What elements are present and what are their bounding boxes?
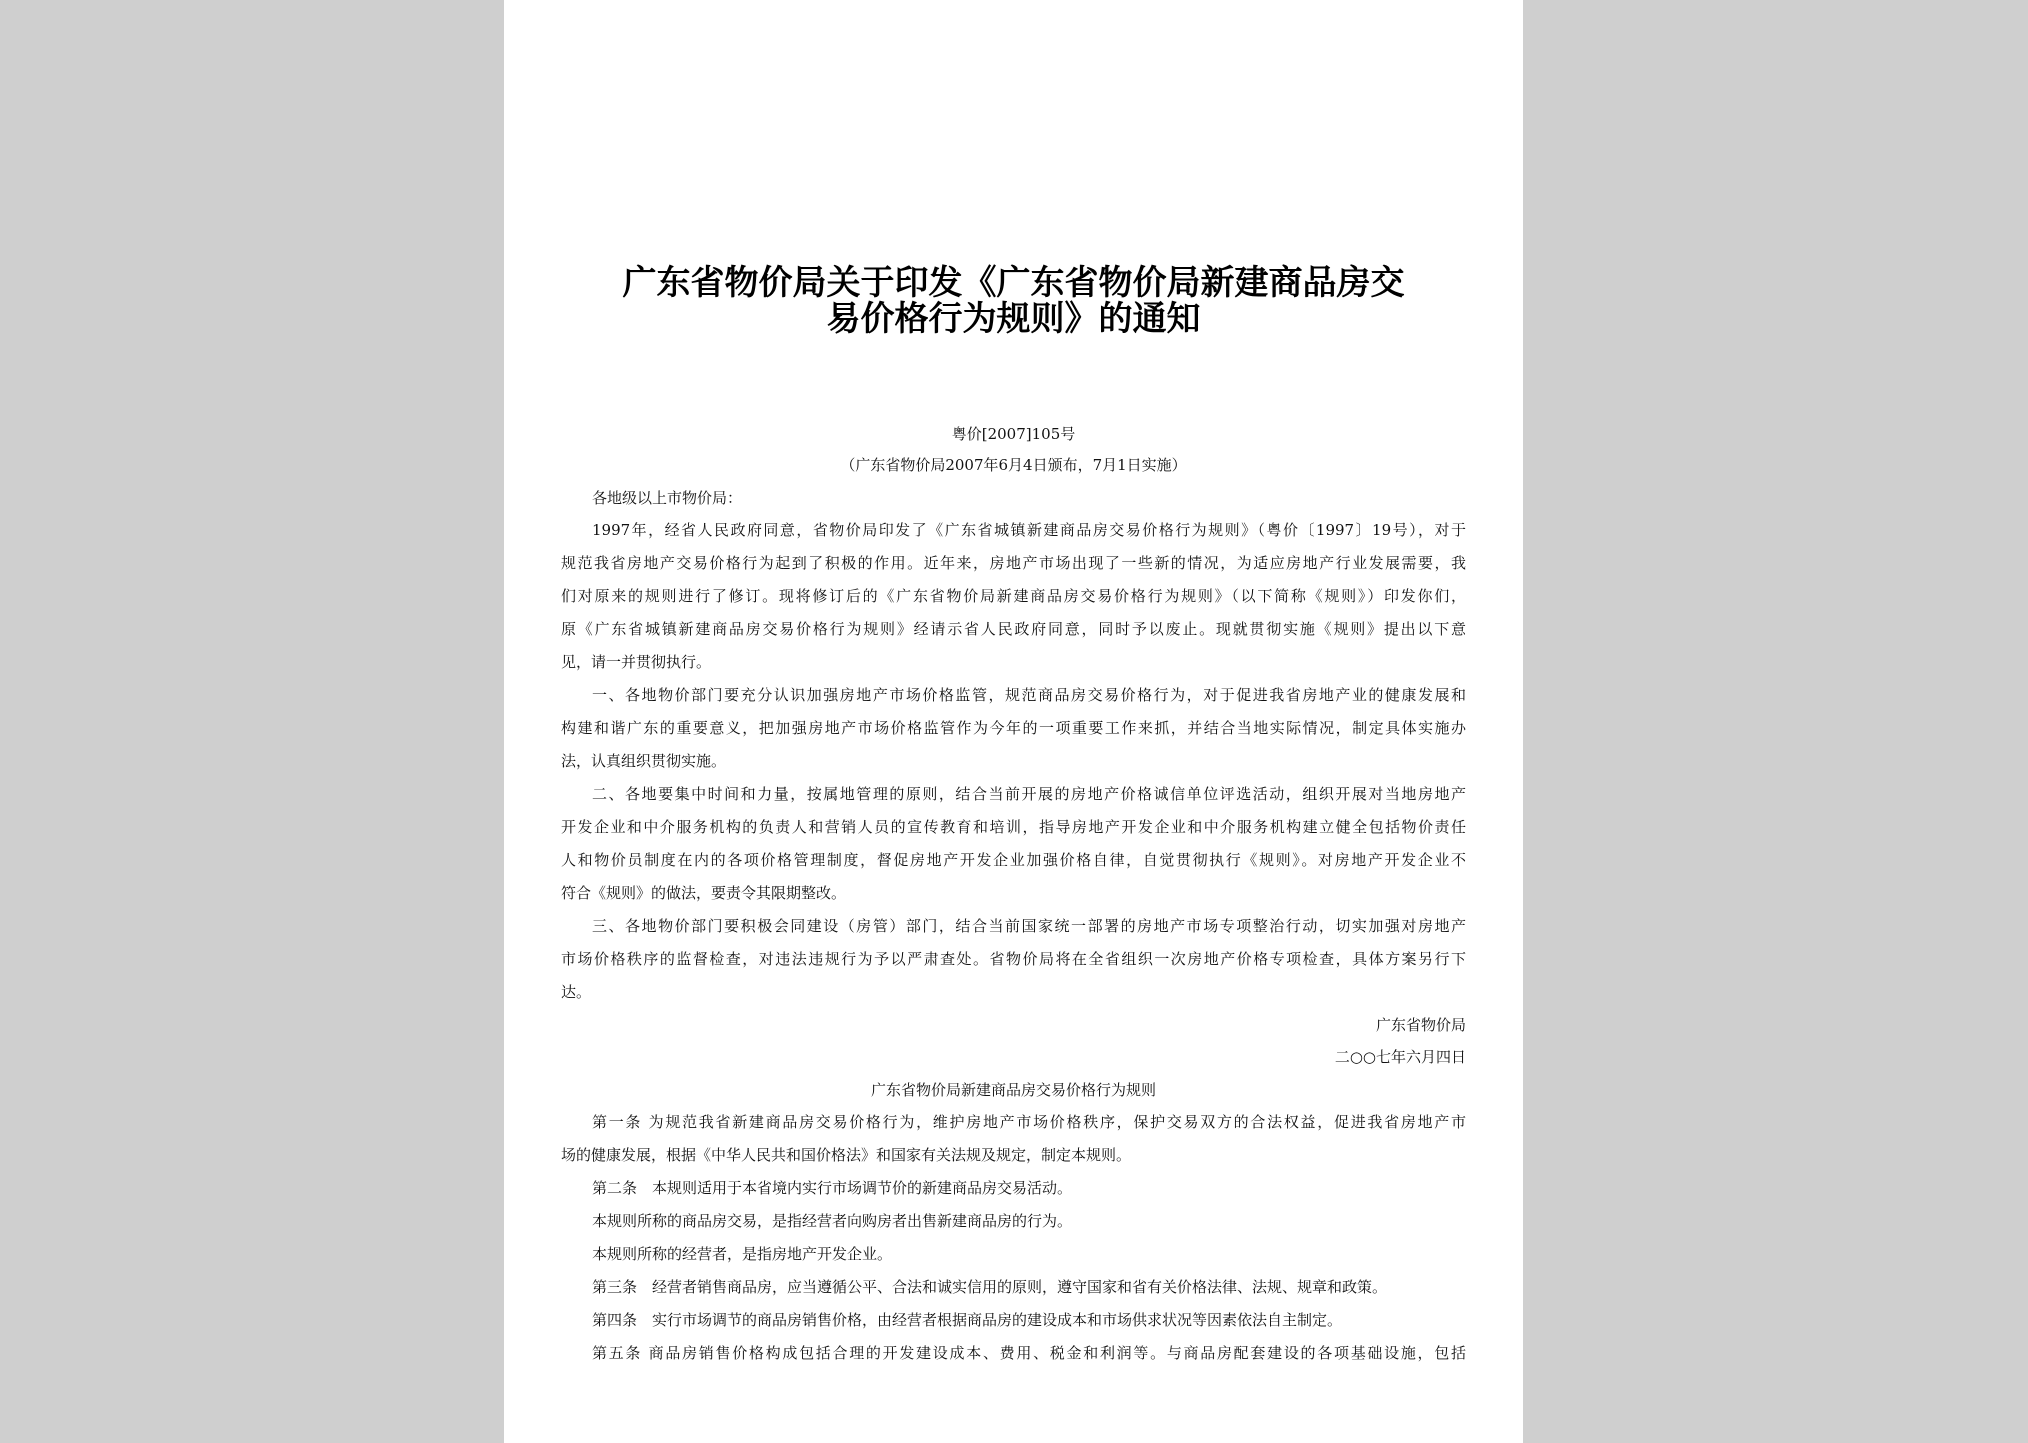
body-line: 市场价格秩序的监督检查，对违法违规行为予以严肃查处。省物价局将在全省组织一次房地产价格专项检查，具体方案另行下 bbox=[561, 950, 1466, 968]
body-line: 见，请一并贯彻执行。 bbox=[561, 653, 712, 671]
recipient-line: 各地级以上市物价局： bbox=[592, 489, 743, 507]
document-page bbox=[504, 0, 1523, 1443]
document-title-line-2: 易价格行为规则》的通知 bbox=[826, 299, 1201, 339]
signature: 广东省物价局 bbox=[1375, 1016, 1466, 1034]
body-line: 们对原来的规则进行了修订。现将修订后的《广东省物价局新建商品房交易价格行为规则》（以下简称《规则》）印发你们， bbox=[561, 587, 1466, 605]
body-line: 符合《规则》的做法，要责令其限期整改。 bbox=[561, 884, 847, 902]
body-line: 达。 bbox=[561, 983, 592, 1001]
body-line: 法，认真组织贯彻实施。 bbox=[561, 752, 727, 770]
rules-line: 第五条 商品房销售价格构成包括合理的开发建设成本、费用、税金和利润等。与商品房配套建设的各项基础设施，包括 bbox=[592, 1344, 1466, 1362]
rules-title: 广东省物价局新建商品房交易价格行为规则 bbox=[870, 1081, 1156, 1099]
body-line: 三、各地物价部门要积极会同建设（房管）部门，结合当前国家统一部署的房地产市场专项整治行动，切实加强对房地产 bbox=[592, 917, 1466, 935]
rules-line: 第二条 本规则适用于本省境内实行市场调节价的新建商品房交易活动。 bbox=[592, 1179, 1073, 1197]
rules-line: 本规则所称的经营者，是指房地产开发企业。 bbox=[592, 1245, 893, 1263]
body-line: 开发企业和中介服务机构的负责人和营销人员的宣传教育和培训，指导房地产开发企业和中介服务机构建立健全包括物价责任 bbox=[561, 818, 1466, 836]
rules-line: 第一条 为规范我省新建商品房交易价格行为，维护房地产市场价格秩序，保护交易双方的合法权益，促进我省房地产市 bbox=[592, 1113, 1466, 1131]
body-line: 原《广东省城镇新建商品房交易价格行为规则》经请示省人民政府同意，同时予以废止。现就贯彻实施《规则》提出以下意 bbox=[561, 620, 1466, 638]
body-line: 一、各地物价部门要充分认识加强房地产市场价格监管，规范商品房交易价格行为，对于促进我省房地产业的健康发展和 bbox=[592, 686, 1466, 704]
body-line: 1997年，经省人民政府同意，省物价局印发了《广东省城镇新建商品房交易价格行为规则》（粤价〔1997〕19号），对于 bbox=[592, 521, 1466, 539]
body-line: 规范我省房地产交易价格行为起到了积极的作用。近年来，房地产市场出现了一些新的情况，为适应房地产行业发展需要，我 bbox=[561, 554, 1466, 572]
rules-line: 本规则所称的商品房交易，是指经营者向购房者出售新建商品房的行为。 bbox=[592, 1212, 1073, 1230]
rules-line: 第四条 实行市场调节的商品房销售价格，由经营者根据商品房的建设成本和市场供求状况等因素依法自主制定。 bbox=[592, 1311, 1343, 1329]
rules-line: 第三条 经营者销售商品房，应当遵循公平、合法和诚实信用的原则，遵守国家和省有关价格法律、法规、规章和政策。 bbox=[592, 1278, 1388, 1296]
body-line: 人和物价员制度在内的各项价格管理制度，督促房地产开发企业加强价格自律，自觉贯彻执行《规则》。对房地产开发企业不 bbox=[561, 851, 1466, 869]
signature-date: 二○○七年六月四日 bbox=[1334, 1048, 1466, 1066]
body-line: 二、各地要集中时间和力量，按属地管理的原则，结合当前开展的房地产价格诚信单位评选活动，组织开展对当地房地产 bbox=[592, 785, 1466, 803]
document-title-line-1: 广东省物价局关于印发《广东省物价局新建商品房交 bbox=[622, 263, 1405, 303]
body-line: 构建和谐广东的重要意义，把加强房地产市场价格监管作为今年的一项重要工作来抓，并结合当地实际情况，制定具体实施办 bbox=[561, 719, 1466, 737]
doc-number: 粤价[2007]105号 bbox=[951, 425, 1076, 443]
rules-line: 场的健康发展，根据《中华人民共和国价格法》和国家有关法规及规定，制定本规则。 bbox=[561, 1146, 1132, 1164]
issue-note: （广东省物价局2007年6月4日颁布，7月1日实施） bbox=[840, 456, 1187, 474]
